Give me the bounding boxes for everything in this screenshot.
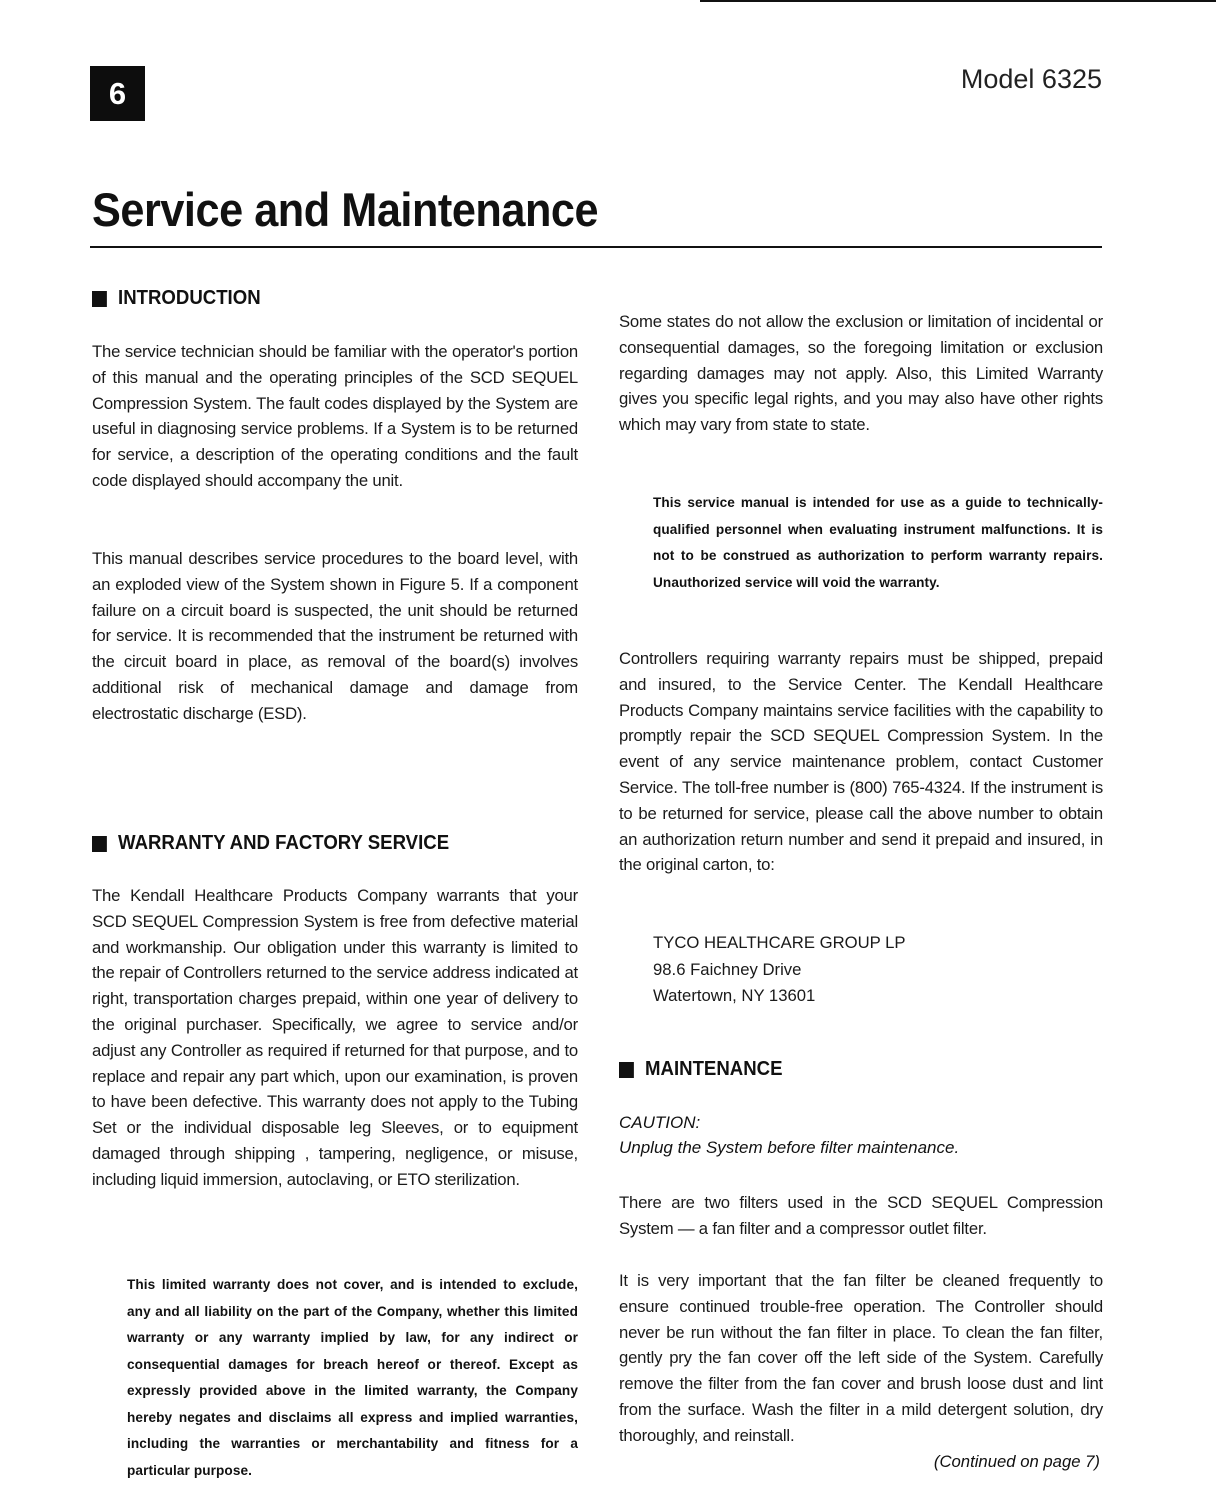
states-paragraph: Some states do not allow the exclusion or limitation of incidental or consequential damages, so the foregoing limitation or exclusion regarding damages may not apply. Also, this Limited Warranty gives you specific legal rights, and you may also have other rights which may vary from state to state. (619, 312, 1103, 435)
model-label: Model 6325 (960, 64, 1102, 94)
warranty-heading-text: WARRANTY AND FACTORY SERVICE (118, 832, 450, 854)
caution-text: Unplug the System before filter maintenance. (619, 1138, 960, 1157)
square-bullet-icon (619, 1062, 634, 1078)
introduction-paragraph-1: The service technician should be familiar with the operator's portion of this manual and the operating principles of the SCD SEQUEL Compression System. The fault codes displayed by the System are useful in diagnosing service problems. If a System is to be returned for service, a description of the operating conditions and the fault code displayed should accompany the unit. (92, 342, 578, 490)
controllers-paragraph: Controllers requiring warranty repairs must be shipped, prepaid and insured, to the Service Center. The Kendall Healthcare Products Company maintains service facilities with the capability to promptly repair the SCD SEQUEL Compression System. In the event of any service maintenance problem, contact Customer Service. The toll-free number is (800) 765-4324. If the instrument is to be returned for service, please call the above number to obtain an authorization return number and send it prepaid and insured, in the original carton, to: (619, 649, 1103, 875)
filters-paragraph: There are two filters used in the SCD SEQUEL Compression System — a fan filter and a compressor outlet filter. (619, 1193, 1103, 1238)
address-line-2: 98.6 Faichney Drive (653, 959, 802, 979)
service-manual-note: This service manual is intended for use as a guide to technically-qualified personnel when evaluating instrument malfunctions. It is not to be construed as authorization to perform warranty repairs. Unauthorized service will void the warranty. (653, 495, 1103, 590)
square-bullet-icon (92, 291, 107, 307)
introduction-heading (92, 287, 261, 310)
maintenance-heading (619, 1058, 782, 1081)
fan-filter-paragraph: It is very important that the fan filter be cleaned frequently to ensure continued trouble-free operation. The Controller should never be run without the fan filter in place. To clean the fan filter, gently pry the fan cover off the left side of the System. Carefully remove the filter from the fan cover and brush loose dust and lint from the surface. Wash the filter in a mild detergent solution, dry thoroughly, and reinstall. (619, 1271, 1103, 1445)
top-rule (700, 0, 1216, 2)
chapter-number-badge: 6 (90, 66, 145, 121)
introduction-paragraph-2: This manual describes service procedures to the board level, with an exploded view of the System shown in Figure 5. If a component failure on a circuit board is suspected, the unit should be returned for service. It is recommended that the instrument be returned with the circuit board in place, as removal of the board(s) involves additional risk of mechanical damage and damage from electrostatic discharge (ESD). (92, 549, 578, 723)
warranty-disclaimer: This limited warranty does not cover, and is intended to exclude, any and all liability on the part of the Company, whether this limited warranty or any warranty implied by law, for any indirect or consequential damages for breach hereof or thereof. Except as expressly provided above in the limited warranty, the Company hereby negates and disclaims all express and implied warranties, including the warranties or merchantability and fitness for a particular purpose. (127, 1277, 578, 1478)
warranty-paragraph: The Kendall Healthcare Products Company warrants that your SCD SEQUEL Compression System is free from defective material and workmanship. Our obligation under this warranty is limited to the repair of Controllers returned to the service address indicated at right, transportation charges prepaid, within one year of delivery to the original purchaser. Specifically, we agree to service and/or adjust any Controller as required if returned for that purpose, and to replace and repair any part which, upon our examination, is proven to have been defective. This warranty does not apply to the Tubing Set or the individual disposable leg Sleeves, or to equipment damaged through shipping , tampering, negligence, or misuse, including liquid immersion, autoclaving, or ETO sterilization. (92, 886, 578, 1189)
square-bullet-icon (92, 836, 107, 852)
address-line-3: Watertown, NY 13601 (653, 986, 816, 1005)
page-title: Service and Maintenance (92, 183, 599, 236)
title-divider (90, 246, 1102, 248)
address-line-1: TYCO HEALTHCARE GROUP LP (653, 933, 906, 952)
introduction-heading-text: INTRODUCTION (118, 287, 261, 309)
caution-label: CAUTION: (619, 1113, 701, 1132)
continued-note: (Continued on page 7) (933, 1452, 1100, 1471)
service-address (653, 930, 906, 1010)
maintenance-heading-text: MAINTENANCE (645, 1058, 783, 1080)
warranty-heading (92, 832, 449, 855)
